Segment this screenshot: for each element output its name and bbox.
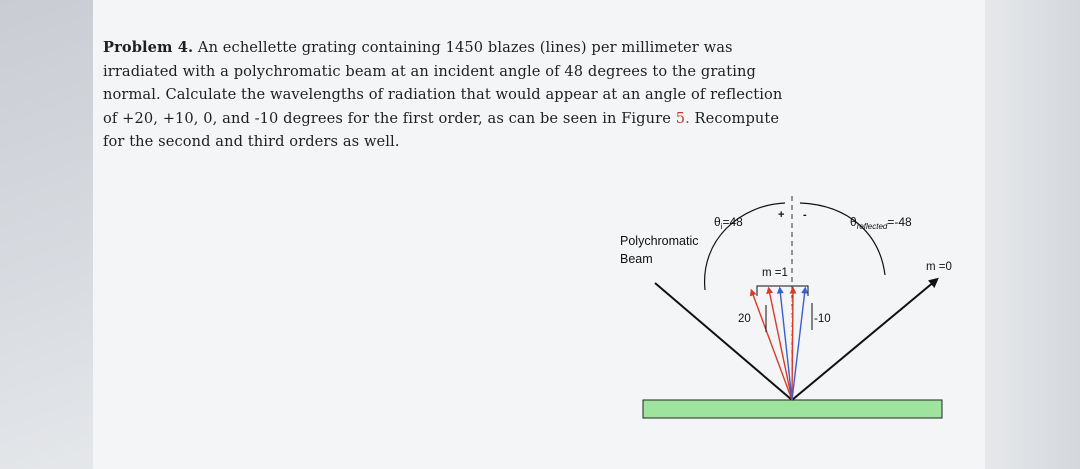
order-m0-label: m =0 <box>926 261 952 273</box>
beam-label-line1: Polychromatic <box>620 234 699 248</box>
theta-reflected-label: $\theta_{reflected}=-48$ <box>850 215 912 231</box>
plus-sign-label: + <box>778 209 785 221</box>
grating-block <box>643 400 942 418</box>
problem-text-end: Recompute for the second and third orders as well. <box>103 109 780 150</box>
problem-text: An echellette grating containing 1450 blazes (lines) per millimeter was irradiated with a polychromatic beam at an incident angle of 48 degrees to the grating normal. Calculate the wavelengths of radiation that would appear at an angle of reflection of +20, +10, 0, and -10 degrees for the first order, as can be seen in Figure <box>103 39 783 127</box>
order-m1-label: m =1 <box>762 267 788 279</box>
figure-reference-link[interactable]: 5. <box>675 109 690 127</box>
minus-sign-label: - <box>803 209 807 221</box>
angle-20-label: 20 <box>738 313 751 325</box>
reflected-beam-m0 <box>792 281 935 400</box>
ray-blue-2 <box>792 290 805 400</box>
theta-incident-label: $\theta_i=48$ <box>714 215 743 231</box>
problem-title: Problem 4. <box>103 39 194 56</box>
beam-label-line2: Beam <box>620 252 653 266</box>
ray-red-3 <box>792 290 793 400</box>
reflected-angle-arc <box>800 203 885 275</box>
angle-neg10-label: -10 <box>814 313 831 325</box>
first-order-bracket <box>757 286 808 296</box>
